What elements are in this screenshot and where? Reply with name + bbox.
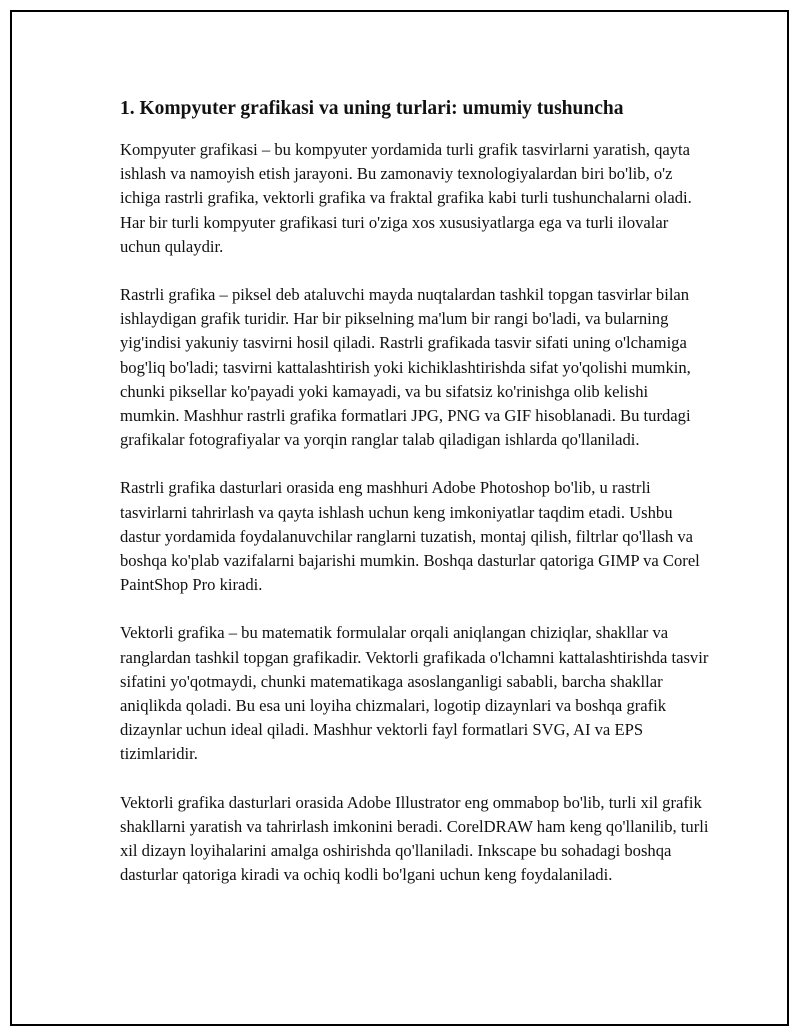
paragraph-intro: Kompyuter grafikasi – bu kompyuter yordamida turli grafik tasvirlarni yaratish, qayta ishlash va namoyish etish jarayoni. Bu zamonaviy texnologiyalardan biri bo'lib, o'z ichiga rastrli grafika, vektorli grafika va fraktal grafika kabi turli tushunchalarni oladi. Har bir turli kompyuter grafikasi turi o'ziga xos xususiyatlarga ega va turli ilovalar uchun qulaydir.: [120, 140, 692, 256]
paragraph-vector-software: Vektorli grafika dasturlari orasida Adobe Illustrator eng ommabop bo'lib, turli xil grafik shakllarni yaratish va tahrirlash imkonini beradi. CorelDRAW ham keng qo'llanilib, turli xil dizayn loyihalarini amalga oshirishda qo'llaniladi. Inkscape bu sohadagi boshqa dasturlar qatoriga kiradi va ochiq kodli bo'lgani uchun keng foydalaniladi.: [120, 792, 709, 885]
paragraph-raster-software: Rastrli grafika dasturlari orasida eng mashhuri Adobe Photoshop bo'lib, u rastrli tasvirlarni tahrirlash va qayta ishlash uchun keng imkoniyatlar taqdim etadi. Ushbu dastur yordamida foydalanuvchilar ranglarni tuzatish, montaj qilish, filtrlar qo'llash va boshqa ko'plab vazifalarni bajarishi mumkin. Boshqa dasturlar qatoriga GIMP va Corel PaintShop Pro kiradi.: [120, 478, 700, 595]
document-body: [120, 97, 710, 911]
document-title: 1. Kompyuter grafikasi va uning turlari: umumiy tushuncha: [120, 98, 624, 119]
paragraph-raster-graphics: Rastrli grafika – piksel deb ataluvchi mayda nuqtalardan tashkil topgan tasvirlar bilan ishlaydigan grafik turidir. Har bir pikselning ma'lum bir rangi bo'ladi, va bularning yig'indisi yakuniy tasvirni hosil qiladi. Rastrli grafikada tasvir sifati uning o'lchamiga bog'liq bo'ladi; tasvirni kattalashtirish yoki kichiklashtirishda sifat yo'qolishi mumkin, chunki piksellar ko'payadi yoki kamayadi, va bu sifatsiz ko'rinishga olib kelishi mumkin. Mashhur rastrli grafika formatlari JPG, PNG va GIF hisoblanadi. Bu turdagi grafikalar fotografiyalar va yorqin ranglar talab qiladigan ishlarda qo'llaniladi.: [120, 285, 691, 450]
paragraph-vector-graphics: Vektorli grafika – bu matematik formulalar orqali aniqlangan chiziqlar, shakllar va ranglardan tashkil topgan grafikadir. Vektorli grafikada o'lchamni kattalashtirishda tasvir sifatini yo'qotmaydi, chunki matematikaga asoslanganligi sababli, barcha shakllar aniqlikda qoladi. Bu esa uni loyiha chizmalari, logotip dizaynlari va boshqa grafik dizaynlar uchun ideal qiladi. Mashhur vektorli fayl formatlari SVG, AI va EPS tizimlaridir.: [120, 623, 709, 764]
page-frame: [10, 10, 789, 1026]
